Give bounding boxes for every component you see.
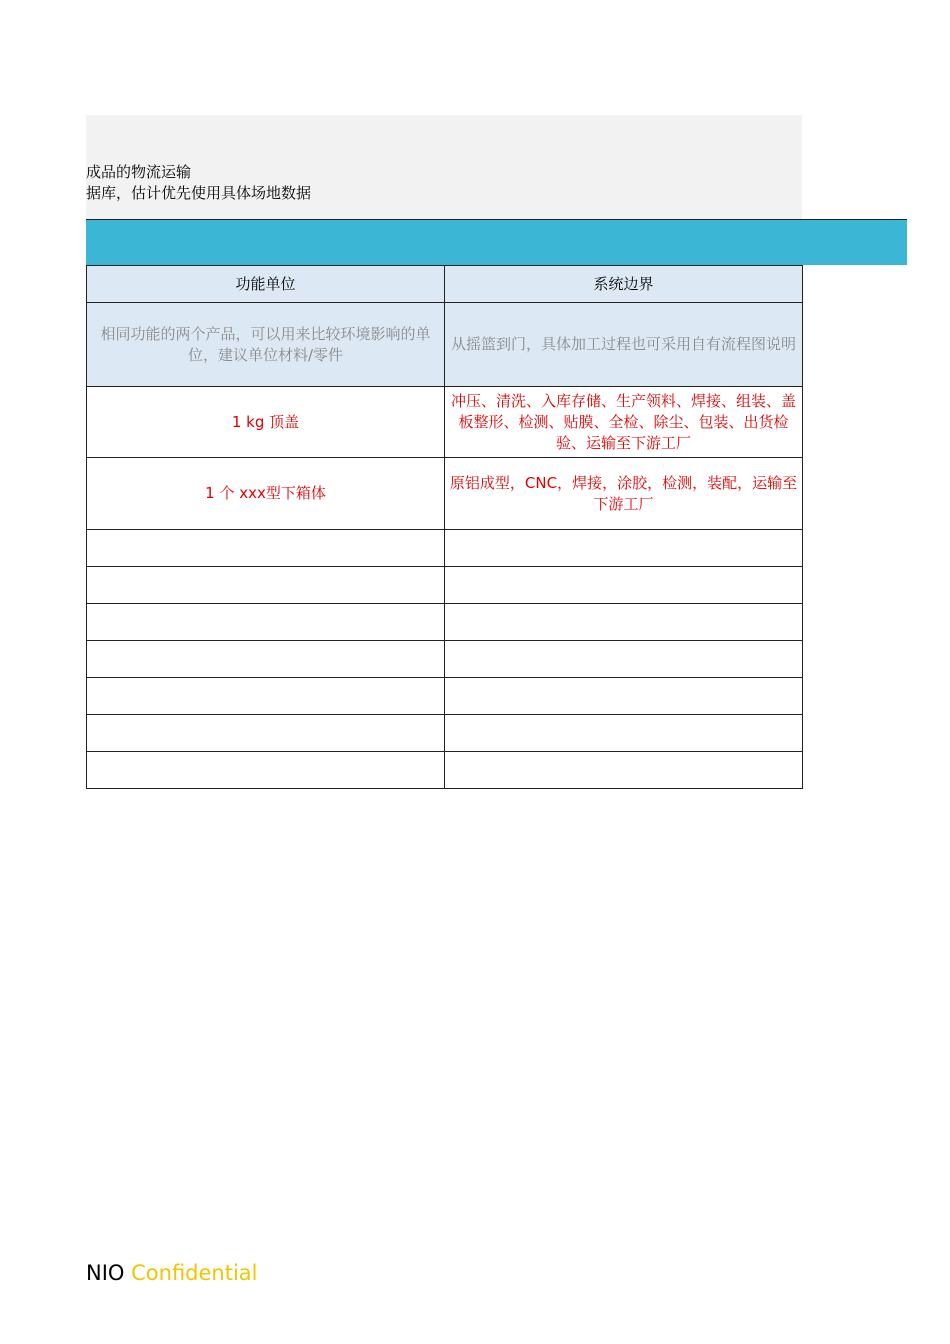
empty-cell[interactable]	[87, 678, 445, 715]
empty-cell[interactable]	[445, 567, 803, 604]
empty-cell[interactable]	[87, 715, 445, 752]
table-row	[87, 387, 803, 458]
functional-unit-description[interactable]: 相同功能的两个产品，可以用来比较环境影响的单位，建议单位材料/零件	[87, 303, 445, 387]
empty-cell[interactable]	[445, 641, 803, 678]
empty-cell[interactable]	[445, 752, 803, 789]
footer-brand: NIO	[86, 1261, 125, 1285]
system-boundary-cell[interactable]: 冲压、清洗、入库存储、生产领料、焊接、组装、盖板整形、检测、贴膜、全检、除尘、包装、出货检验、运输至下游工厂	[445, 387, 803, 458]
empty-table-row	[87, 752, 803, 789]
system-boundary-description[interactable]: 从摇篮到门，具体加工过程也可采用自有流程图说明	[445, 303, 803, 387]
footer-confidential-label: Confidential	[131, 1261, 258, 1285]
confidentiality-footer	[86, 1261, 258, 1285]
empty-cell[interactable]	[87, 530, 445, 567]
empty-table-row	[87, 567, 803, 604]
scope-note-line2: 据库，估计优先使用具体场地数据	[86, 184, 312, 202]
empty-table-row	[87, 641, 803, 678]
empty-cell[interactable]	[87, 567, 445, 604]
functional-unit-cell[interactable]: 1 kg 顶盖	[87, 387, 445, 458]
description-row	[87, 303, 803, 387]
column-header-system-boundary: 系统边界	[445, 266, 803, 303]
empty-table-row	[87, 715, 803, 752]
empty-cell[interactable]	[87, 604, 445, 641]
scope-note-line1: 成品的物流运输	[86, 163, 192, 181]
empty-cell[interactable]	[445, 604, 803, 641]
functional-unit-cell[interactable]: 1 个 xxx型下箱体	[87, 458, 445, 530]
system-boundary-cell[interactable]: 原铝成型，CNC，焊接，涂胶，检测，装配，运输至下游工厂	[445, 458, 803, 530]
empty-cell[interactable]	[445, 678, 803, 715]
empty-table-row	[87, 678, 803, 715]
table-header-row	[87, 266, 803, 303]
section-header-bar	[86, 219, 907, 265]
empty-cell[interactable]	[445, 530, 803, 567]
empty-cell[interactable]	[87, 752, 445, 789]
top-grey-panel	[86, 115, 802, 219]
column-header-functional-unit: 功能单位	[87, 266, 445, 303]
empty-cell[interactable]	[445, 715, 803, 752]
table-row	[87, 458, 803, 530]
empty-table-row	[87, 530, 803, 567]
functional-unit-table	[86, 265, 803, 789]
empty-table-row	[87, 604, 803, 641]
empty-cell[interactable]	[87, 641, 445, 678]
